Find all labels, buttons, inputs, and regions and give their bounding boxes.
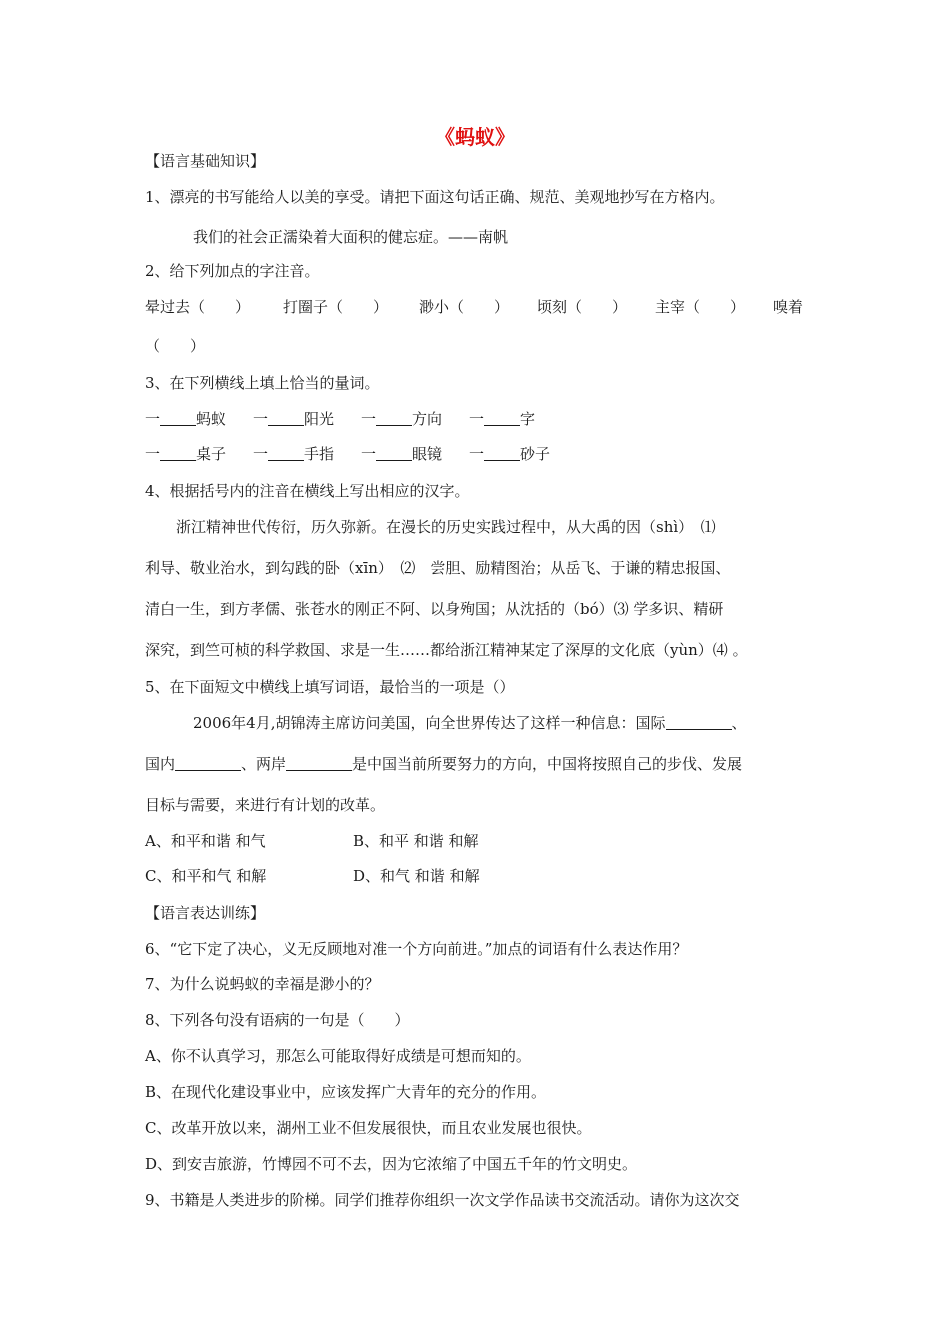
question-5-passage-line: 目标与需要，来进行有计划的改革。 — [145, 796, 386, 814]
question-3: 3、在下列横线上填上恰当的量词。 — [145, 374, 380, 392]
question-9: 9、书籍是人类进步的阶梯。同学们推荐你组织一次文学作品读书交流活动。请你为这次交 — [145, 1191, 740, 1209]
question-3-row-2: 一 桌子 一 手指 一 眼镜 一 砂子 — [145, 445, 551, 463]
q2-item: 晕过去（ ） — [145, 298, 251, 316]
question-8-option-a: A、你不认真学习，那怎么可能取得好成绩是可想而知的。 — [145, 1047, 531, 1065]
question-5-passage-line: 国内 、两岸 是中国当前所要努力的方向，中国将按照自己的步伐、发展 — [145, 755, 743, 773]
section-heading-basics: 【语言基础知识】 — [145, 152, 266, 170]
question-8-option-d: D、到安吉旅游，竹博园不可不去，因为它浓缩了中国五千年的竹文明史。 — [145, 1155, 638, 1173]
question-2-tail: （ ） — [145, 337, 206, 355]
question-1: 1、漂亮的书写能给人以美的享受。请把下面这句话正确、规范、美观地抄写在方格内。 — [145, 188, 725, 206]
q2-item: 主宰（ ） — [655, 298, 746, 316]
question-5-passage-line: 2006年4月,胡锦涛主席访问美国，向全世界传达了这样一种信息：国际 、 — [193, 714, 747, 732]
section-heading-expression: 【语言表达训练】 — [145, 904, 266, 922]
question-5: 5、在下面短文中横线上填写词语，最恰当的一项是（） — [145, 678, 515, 696]
question-5-options-row-1 — [145, 830, 479, 852]
question-7: 7、为什么说蚂蚁的幸福是渺小的？ — [145, 975, 380, 993]
question-5-options-row-2 — [145, 865, 480, 887]
q2-item: 打圈子（ ） — [283, 298, 389, 316]
q2-item: 顷刻（ ） — [537, 298, 628, 316]
question-4-paragraph-line: 清白一生，到方孝儒、张苍水的刚正不阿、以身殉国；从沈括的（bó）⑶ 学多识、精研 — [145, 600, 724, 618]
question-4-paragraph-line: 利导、敬业治水，到勾践的卧（xīn） ⑵ 尝胆、励精图治；从岳飞、于谦的精忠报国、 — [145, 559, 731, 577]
question-1-quote: 我们的社会正濡染着大面积的健忘症。——南帆 — [193, 228, 509, 246]
question-8-option-b: B、在现代化建设事业中，应该发挥广大青年的充分的作用。 — [145, 1083, 547, 1101]
option-a: A、和平和谐 和气 — [145, 832, 266, 850]
question-8-option-c: C、改革开放以来，湖州工业不但发展很快，而且农业发展也很快。 — [145, 1119, 592, 1137]
option-b: B、和平 和谐 和解 — [353, 832, 479, 850]
page-title: 《蚂蚁》 — [435, 125, 515, 149]
q2-item: 嗅着 — [773, 298, 804, 316]
question-8: 8、下列各句没有语病的一句是（ ） — [145, 1011, 410, 1029]
question-2: 2、给下列加点的字注音。 — [145, 262, 320, 280]
question-3-row-1: 一 蚂蚁 一 阳光 一 方向 一 字 — [145, 410, 536, 428]
question-4-paragraph-line: 深究，到竺可桢的科学救国、求是一生……都给浙江精神某定了深厚的文化底（yùn）⑷ 。 — [145, 641, 748, 659]
question-6: 6、“它下定了决心，义无反顾地对准一个方向前进。”加点的词语有什么表达作用？ — [145, 940, 688, 958]
question-4-paragraph-line: 浙江精神世代传衍，历久弥新。在漫长的历史实践过程中，从大禹的因（shì） ⑴ — [176, 518, 716, 536]
q2-item: 渺小（ ） — [419, 298, 510, 316]
option-c: C、和平和气 和解 — [145, 867, 267, 885]
question-2-items — [145, 296, 803, 318]
question-4: 4、根据括号内的注音在横线上写出相应的汉字。 — [145, 482, 470, 500]
option-d: D、和气 和谐 和解 — [353, 867, 480, 885]
